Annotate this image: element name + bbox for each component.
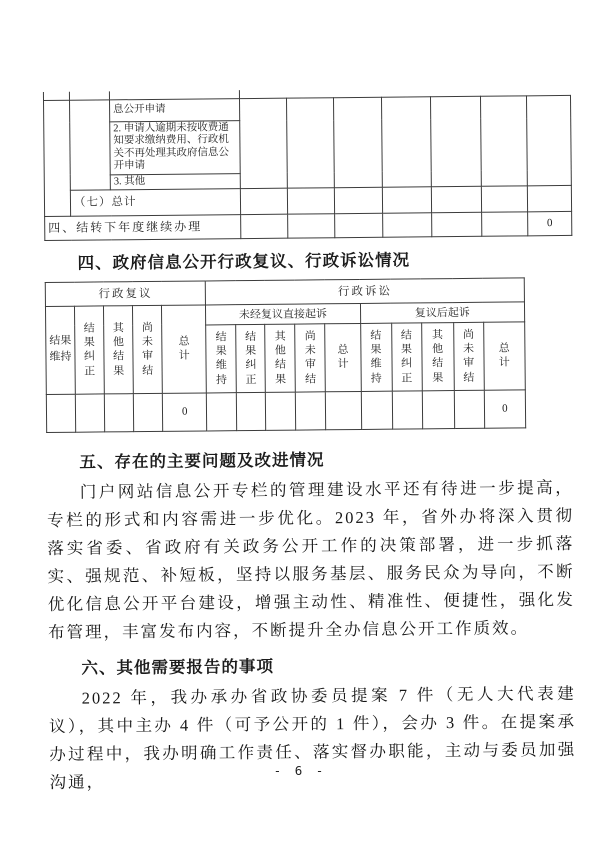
- empty-data-cell: [382, 187, 431, 213]
- review-litigation-table: [45, 277, 526, 433]
- section4-heading: 四、政府信息公开行政复议、行政诉讼情况: [77, 251, 411, 273]
- col-header-pending: 尚未审结: [133, 305, 163, 393]
- empty-data-cell: [266, 392, 296, 430]
- empty-data-cell: [133, 393, 162, 431]
- empty-data-cell: [333, 97, 382, 187]
- empty-data-cell: [334, 187, 382, 213]
- empty-data-cell: [286, 98, 334, 188]
- table-data-row: [46, 390, 525, 433]
- empty-data-cell: [430, 96, 481, 186]
- row-label: 2. 申请人逾期未按收费通知要求缴纳费用、行政机关不再处理其政府信息公开申请: [110, 121, 240, 175]
- page-number: - 6 -: [273, 763, 327, 778]
- col-header-pending: 尚未审结: [295, 324, 326, 392]
- row-label-total: （七）总计: [70, 188, 240, 216]
- table-row: [44, 95, 571, 122]
- empty-data-cell: [104, 394, 133, 432]
- row-label-carryover: 四、结转下年度继续办理: [45, 214, 241, 240]
- empty-data-cell: [241, 214, 288, 238]
- empty-data-cell: [431, 186, 481, 212]
- subgroup-header-direct-suit: 未经复议直接起诉: [206, 303, 360, 324]
- empty-data-cell: [296, 392, 326, 430]
- carryover-table-wrap: [43, 95, 571, 241]
- col-header-pending: 尚未审结: [453, 322, 484, 390]
- col-header-result-corrected: 结果纠正: [75, 306, 105, 394]
- empty-data-cell: [392, 391, 422, 429]
- empty-data-cell: [422, 390, 454, 428]
- after-review-total-cell: 0: [484, 390, 526, 428]
- empty-data-cell: [237, 392, 266, 430]
- section6-heading: 六、其他需要报告的事项: [81, 657, 275, 678]
- section5-heading: 五、存在的主要问题及改进情况: [79, 451, 325, 472]
- subgroup-header-suit-after-review: 复议后起诉: [360, 302, 525, 324]
- empty-data-cell: [526, 95, 571, 185]
- empty-data-cell: [240, 188, 287, 214]
- col-header-result-corrected: 结果纠正: [391, 323, 422, 391]
- empty-data-cell: [75, 394, 104, 432]
- table-continuation-line: [43, 92, 44, 100]
- empty-data-cell: [287, 188, 334, 214]
- review-total-cell: 0: [163, 393, 207, 431]
- empty-data-cell: [46, 394, 75, 432]
- col-header-total: 总计: [162, 305, 207, 393]
- table-row: [45, 211, 572, 240]
- empty-data-cell: [454, 390, 484, 428]
- empty-data-cell: [432, 212, 482, 236]
- carryover-table: [43, 95, 572, 241]
- merged-left-cell: [44, 100, 71, 216]
- row-label: 息公开申请: [110, 99, 240, 122]
- section6-paragraph: 2022 年，我办承办省政协委员提案 7 件（无人大代表建议），其中主办 4 件（可予公开的 1 件），会办 3 件。在提案承办过程中，我办明确工作责任、落实督办职能，主动与委员加强沟通，: [48, 683, 577, 792]
- col-header-result-upheld: 结果维持: [45, 306, 75, 394]
- section5-paragraph: 门户网站信息公开专栏的管理建设水平还有待进一步提高，专栏的形式和内容需进一步优化。2023 年，省外办将深入贯彻落实省委、省政府有关政务公开工作的决策部署，进一步抓落实、强规范、补短板，坚持以服务基层、服务民众为导向，不断优化信息公开平台建设，增强主动性、精准性、便捷性，强化发布管理，丰富发布内容，不断提升全办信息公开工作质效。: [46, 477, 575, 642]
- col-header-other-result: 其他结果: [265, 324, 296, 392]
- col-header-other-result: 其他结果: [421, 322, 454, 390]
- table-continuation-line: [239, 90, 240, 98]
- empty-data-cell: [527, 185, 571, 211]
- empty-data-cell: [481, 186, 527, 212]
- page-content: [43, 95, 577, 797]
- group-header-review: 行政复议: [45, 281, 206, 307]
- direct-suit-total-cell: [326, 391, 361, 429]
- col-header-result-corrected: 结果纠正: [236, 324, 266, 392]
- col-header-total: 总计: [325, 323, 361, 391]
- table-continuation-line: [69, 92, 70, 100]
- empty-data-cell: [288, 214, 335, 238]
- empty-data-cell: [383, 213, 432, 237]
- empty-data-cell: [482, 212, 528, 236]
- empty-data-cell: [335, 213, 383, 237]
- empty-data-cell: [361, 391, 392, 429]
- col-header-other-result: 其他结果: [104, 306, 134, 394]
- empty-data-cell: [381, 97, 431, 187]
- empty-data-cell: [207, 393, 237, 431]
- group-header-litigation: 行政诉讼: [206, 278, 525, 305]
- row-label: 3. 其他: [110, 173, 240, 190]
- col-header-result-upheld: 结果维持: [360, 323, 392, 391]
- table-continuation-line: [109, 91, 110, 99]
- empty-data-cell: [480, 96, 527, 186]
- col-header-result-upheld: 结果维持: [206, 325, 237, 393]
- merged-left-cell: [70, 100, 111, 190]
- empty-data-cell: [239, 98, 287, 188]
- col-header-total: 总计: [483, 322, 525, 390]
- carryover-value-cell: 0: [528, 211, 572, 235]
